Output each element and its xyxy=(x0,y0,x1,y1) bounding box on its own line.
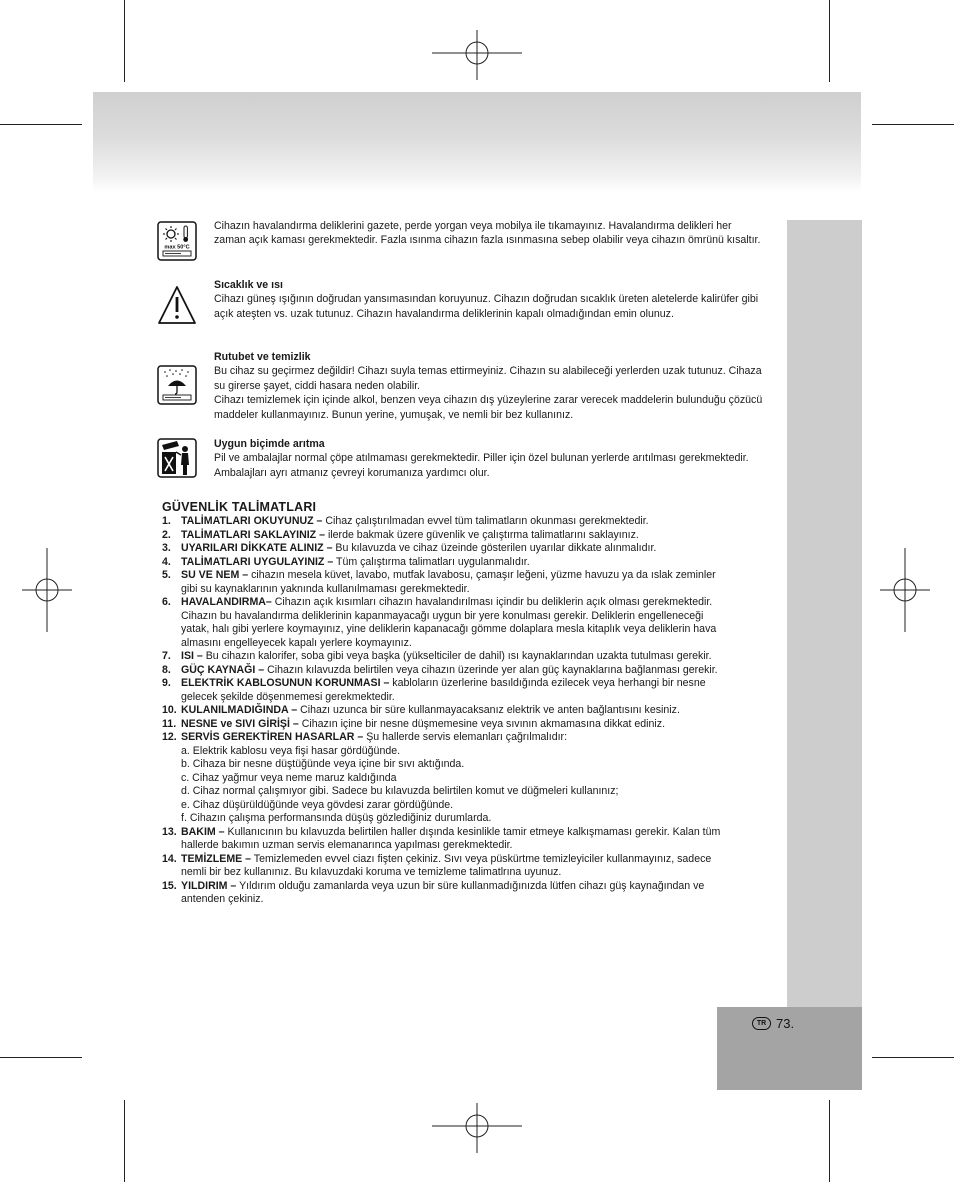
page-number xyxy=(752,1016,794,1031)
crop-mark xyxy=(872,1057,954,1058)
notice-disposal xyxy=(214,437,764,480)
list-item: 11. NESNE ve SIVI GİRİŞİ – Cihazın içine bir nesne düşmemesine veya sıvının akmamasına dikkat ediniz. xyxy=(162,717,666,730)
crop-mark xyxy=(872,124,954,125)
list-item: 10. KULANILMADIĞINDA – Cihazı uzunca bir süre kullanmayacaksanız elektrik ve anten bağlantısını kesiniz. xyxy=(162,704,680,716)
notice-heading: Rutubet ve temizlik xyxy=(214,351,311,363)
notice-heat xyxy=(214,278,764,321)
registration-mark-bottom xyxy=(432,1103,522,1153)
notice-text: Bu cihaz su geçirmez değildir! Cihazı suyla temas ettirmeyiniz. Cihazın su alabileceği yerlerden uzak tutunuz. Cihaza su girerse şayet, ciddi hasara neden olabilir. xyxy=(214,365,762,392)
notice-ventilation xyxy=(214,219,764,248)
side-band xyxy=(787,220,862,1007)
notice-heading: Uygun biçimde arıtma xyxy=(214,438,325,450)
notice-heading: Sıcaklık ve ısı xyxy=(214,279,283,291)
language-badge: TR xyxy=(752,1017,771,1030)
registration-mark-left xyxy=(22,548,72,632)
recycling-disposal-icon xyxy=(157,438,197,478)
header-band xyxy=(93,92,861,192)
list-item: 7. ISI – Bu cihazın kalorifer, soba gibi veya başka (yükselticiler de dahil) ısı kaynaklarından uzakta tutulması gerekir. xyxy=(162,650,712,662)
registration-mark-top xyxy=(432,30,522,80)
safety-list xyxy=(162,515,732,907)
notice-text: Pil ve ambalajlar normal çöpe atılmaması gerekmektedir. Piller için özel bulunan yerlerde arıtılması gerekmektedir. Ambalajları ayrı atmanız çevreyi korumanıza yardımcı olur. xyxy=(214,452,749,479)
page-number-text: 73. xyxy=(776,1016,795,1031)
list-item: 14. TEMİZLEME – Temizlemeden evvel ciazı fişten çekiniz. Sıvı veya püskürtme temizleyiciler kullanmayınız, sadece nemli bir bez kullanınız. Bu kılavuzdaki koruma ve temizleme talimatlrına uyunuz. xyxy=(162,852,712,878)
list-item: 1. TALİMATLARI OKUYUNUZ – Cihaz çalıştırılmadan evvel tüm talimatların okunması gerekmektedir. xyxy=(162,515,649,527)
notice-text: Cihazın havalandırma deliklerini gazete, perde yorgan veya mobilya ile tıkamayınız. Havalandırma delikleri her zaman açık kaması gerekmektedir. Fazla ısınma cihazın fazla ısınmasına sebep olabilir veya cihazın ömrünü kısaltır. xyxy=(214,220,761,247)
notice-text-cleaning: Cihazı temizlemek için içinde alkol, benzen veya cihazın dış yüzeylerine zarar verecek maddelerin bulunduğu çözücü maddeler kullanmayınız. Bunun yerine, yumuşak, ve nemli bir bez kullanınız. xyxy=(214,394,763,421)
list-item: 6. HAVALANDIRMA– Cihazın açık kısımları cihazın havalandırılması içindir bu deliklerin açık olması gerekmektedir. Cihazın bu havalandırma deliklerinin kapanmayacağı uygun bir yere konulması gerekir. Deliklerin engelleneceği yatak, halı gibi yerlere koymayınız, yine deliklerin kapanacağı gömme dolaplara mesla kitaplık veya deliklerin hava almasını engelleyecek kapalı yerlere koymayınız. xyxy=(162,596,717,649)
list-item: 4. TALİMATLARI UYGULAYINIZ – Tüm çalıştırma talimatları uygulanmalıdır. xyxy=(162,555,530,568)
crop-mark xyxy=(0,1057,82,1058)
list-item: 8. GÜÇ KAYNAĞI – Cihazın kılavuzda belirtilen veya cihazın üzerinde yer alan güç kaynaklarına bağlanması gerekir. xyxy=(162,663,718,676)
sub-list-item: d. Cihaz normal çalışmıyor gibi. Sadece bu kılavuzda belirtilen komut ve düğmeleri kullanınız; xyxy=(181,785,619,797)
crop-mark xyxy=(829,1100,830,1182)
list-item: 3. UYARILARI DİKKATE ALINIZ – Bu kılavuzda ve cihaz üzeinde gösterilen uyarılar dikkate alınmalıdır. xyxy=(162,542,657,554)
icon-label: max 50°C xyxy=(164,244,190,251)
list-item: 13. BAKIM – Kullanıcının bu kılavuzda belirtilen haller dışında kesinlikle tamir etmeye kalkışmaması gerekir. Kalan tüm hallerde bakımın uzman servis elemanarınca yapılması gerekmektedir. xyxy=(162,825,721,851)
registration-mark-right xyxy=(880,548,930,632)
list-item: 5. SU VE NEM – cihazın mesela küvet, lavabo, mutfak lavabosu, çamaşır leğeni, yüzme havuzu ya da ıslak zeminler gibi su kaynaklarının yaknında kullanılmaması gerekmektedir. xyxy=(162,569,716,595)
sub-list-item: e. Cihaz düşürüldüğünde veya gövdesi zarar gördüğünde. xyxy=(181,798,454,811)
sub-list-item: f. Cihazın çalışma performansında düşüş gözlediğiniz durumlarda. xyxy=(181,812,492,824)
sub-list-item: c. Cihaz yağmur veya neme maruz kaldığında xyxy=(181,771,397,784)
list-item: 9. ELEKTRİK KABLOSUNUN KORUNMASI – kabloların üzerlerine basıldığında ezilecek veya herhangi bir nesne gelecek şekilde döşenmemesi gerekmektedir. xyxy=(162,677,706,703)
crop-mark xyxy=(829,0,830,82)
list-item: 2. TALİMATLARI SAKLAYINIZ – ilerde bakmak üzere güvenlik ve çalıştırma talimatlarını saklayınız. xyxy=(162,528,639,541)
warning-triangle-icon xyxy=(157,285,197,325)
crop-mark xyxy=(124,1100,125,1182)
notice-text: Cihazı güneş ışığının doğrudan yansımasından koruyunuz. Cihazın doğrudan sıcaklık üreten aletelerde kalirüfer gibi açık ateşten vs. uzak tutunuz. Cihazın havalandırma deliklerinin kapalı olmadığından emin olunuz. xyxy=(214,293,759,320)
notice-moisture xyxy=(214,350,764,422)
sub-list-item: b. Cihaza bir nesne düştüğünde veya içine bir sıvı aktığında. xyxy=(181,758,465,770)
umbrella-rain-icon xyxy=(157,365,197,405)
sub-list-item: a. Elektrik kablosu veya fişi hasar gördüğünde. xyxy=(181,744,401,757)
crop-mark xyxy=(0,124,82,125)
section-title: GÜVENLİK TALİMATLARI xyxy=(162,500,317,514)
max-temperature-icon xyxy=(157,221,197,261)
list-item: 12. SERVİS GEREKTİREN HASARLAR – Şu hallerde servis elemanları çağrılmalıdır: xyxy=(162,731,568,743)
list-item: 15. YILDIRIM – Yıldırım olduğu zamanlarda veya uzun bir süre kullanmadığınızda lütfen cihazı güş kaynağından ve antenden çekiniz. xyxy=(162,879,705,905)
crop-mark xyxy=(124,0,125,82)
